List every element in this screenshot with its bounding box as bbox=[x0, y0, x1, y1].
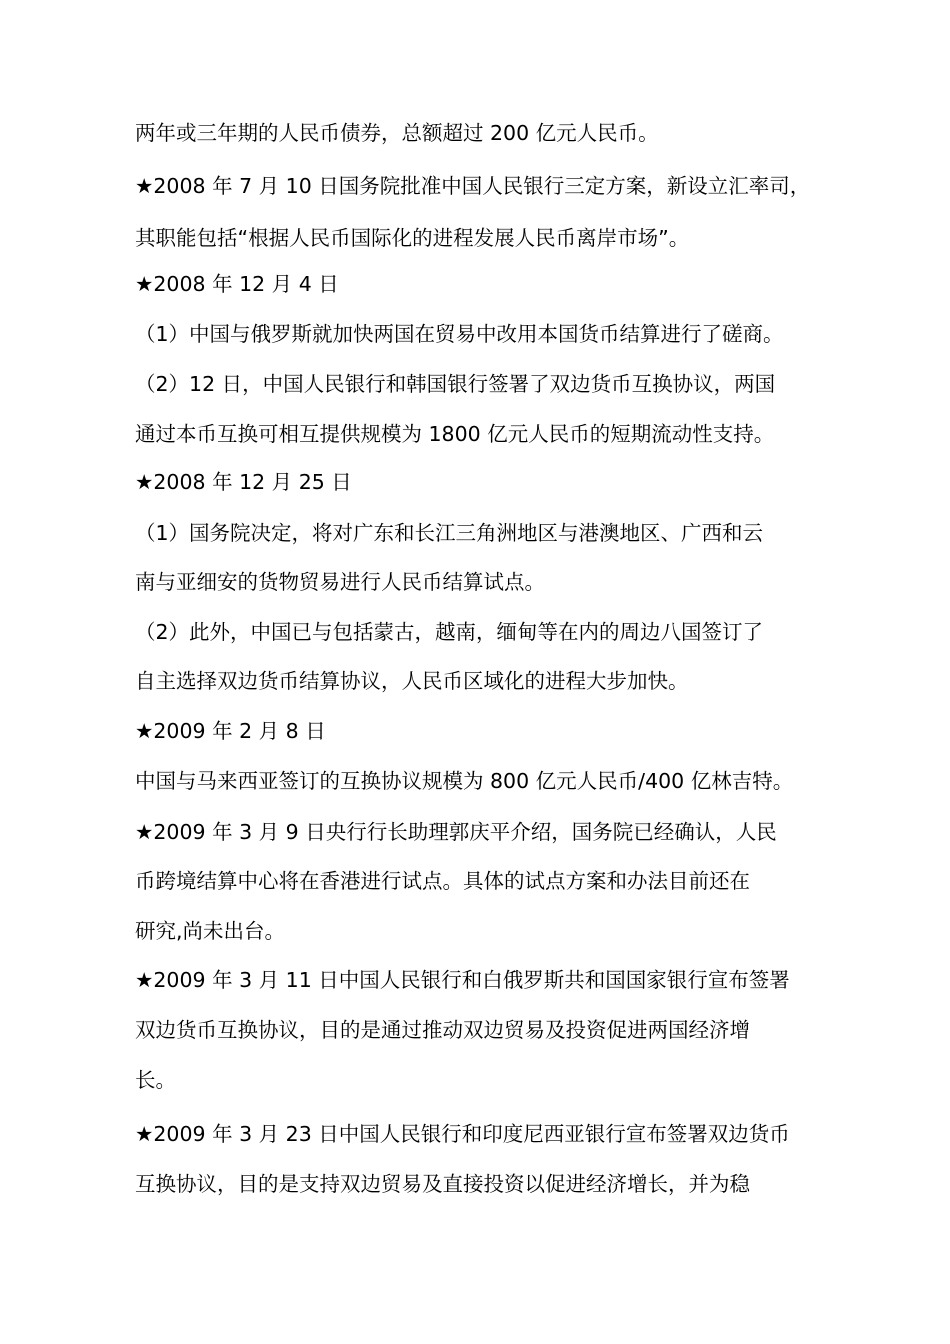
text-line: 双边货币互换协议，目的是通过推动双边贸易及投资促进两国经济增 bbox=[135, 1018, 750, 1042]
text-line: 研究,尚未出台。 bbox=[135, 919, 286, 943]
text-line: 通过本币互换可相互提供规模为 1800 亿元人民币的短期流动性支持。 bbox=[135, 422, 775, 446]
text-line: ★2009 年 3 月 11 日中国人民银行和白俄罗斯共和国国家银行宣布签署 bbox=[135, 968, 790, 992]
text-line: 互换协议，目的是支持双边贸易及直接投资以促进经济增长，并为稳 bbox=[135, 1172, 750, 1196]
text-line: （1）国务院决定，将对广东和长江三角洲地区与港澳地区、广西和云 bbox=[135, 521, 764, 545]
text-line: 两年或三年期的人民币债券，总额超过 200 亿元人民币。 bbox=[135, 121, 659, 145]
text-line: ★2009 年 3 月 23 日中国人民银行和印度尼西亚银行宣布签署双边货币 bbox=[135, 1122, 790, 1146]
text-line: 南与亚细安的货物贸易进行人民币结算试点。 bbox=[135, 570, 545, 594]
text-line: ★2008 年 12 月 25 日 bbox=[135, 470, 352, 494]
text-line: （2）12 日，中国人民银行和韩国银行签署了双边货币互换协议，两国 bbox=[135, 372, 776, 396]
text-line: 中国与马来西亚签订的互换协议规模为 800 亿元人民币/400 亿林吉特。 bbox=[135, 769, 794, 793]
text-line: 自主选择双边货币结算协议，人民币区域化的进程大步加快。 bbox=[135, 669, 689, 693]
text-line: （1）中国与俄罗斯就加快两国在贸易中改用本国货币结算进行了磋商。 bbox=[135, 322, 784, 346]
text-line: 币跨境结算中心将在香港进行试点。具体的试点方案和办法目前还在 bbox=[135, 869, 750, 893]
text-line: ★2009 年 3 月 9 日央行行长助理郭庆平介绍，国务院已经确认，人民 bbox=[135, 820, 777, 844]
text-line: ★2008 年 7 月 10 日国务院批准中国人民银行三定方案，新设立汇率司， bbox=[135, 174, 811, 198]
text-line: 其职能包括“根据人民币国际化的进程发展人民币离岸市场”。 bbox=[135, 226, 690, 250]
text-line: 长。 bbox=[135, 1068, 176, 1092]
text-line: ★2009 年 2 月 8 日 bbox=[135, 719, 326, 743]
text-line: ★2008 年 12 月 4 日 bbox=[135, 272, 339, 296]
text-line: （2）此外，中国已与包括蒙古，越南，缅甸等在内的周边八国签订了 bbox=[135, 620, 764, 644]
